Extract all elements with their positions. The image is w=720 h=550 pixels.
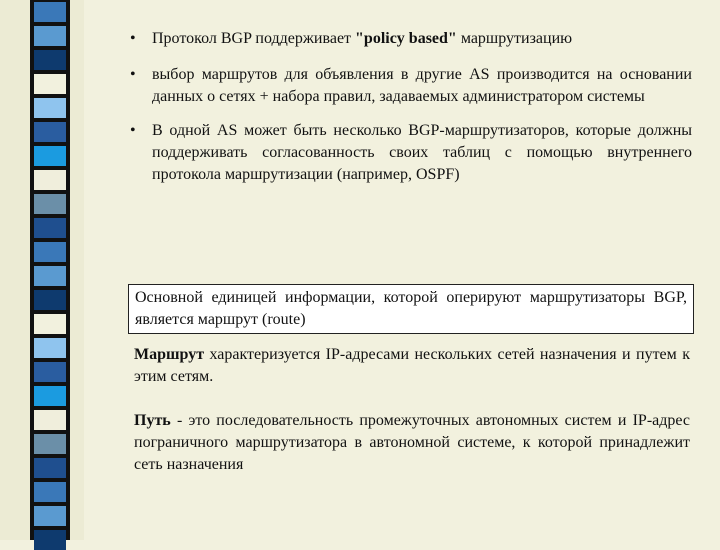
decorative-block (34, 2, 66, 22)
bullet-dot-icon: • (130, 66, 136, 83)
bullet-dot-icon: • (130, 122, 136, 139)
decorative-block (34, 338, 66, 358)
bullet-emphasis: "policy based" (355, 30, 457, 47)
decorative-block (34, 458, 66, 478)
decorative-block (34, 290, 66, 310)
decorative-block (34, 194, 66, 214)
bullet-list (130, 28, 692, 200)
decorative-block (34, 26, 66, 46)
decorative-block (34, 362, 66, 382)
decorative-block (34, 170, 66, 190)
bullet-text-end: маршрутизацию (456, 30, 573, 47)
bullet-dot-icon: • (130, 30, 136, 47)
decorative-block (34, 434, 66, 454)
decorative-block (34, 386, 66, 406)
bullet-text-start: Протокол BGP поддерживает (152, 30, 356, 47)
decorative-block (34, 314, 66, 334)
definition-route (134, 344, 690, 388)
decorative-block (34, 242, 66, 262)
decorative-block (34, 506, 66, 526)
definition-term: Маршрут (134, 346, 205, 363)
bullet-item-route-selection (130, 64, 692, 108)
definition-text: - это последовательность промежуточных автономных систем и IP-адрес пограничного маршрутизатора в автономной системе, к которой принадлежит сеть назначения (134, 412, 690, 473)
bullet-item-multiple-routers (130, 120, 692, 186)
bullet-item-policy (130, 28, 692, 50)
decorative-block (34, 122, 66, 142)
decorative-block (34, 98, 66, 118)
decorative-block (34, 50, 66, 70)
decorative-block (34, 266, 66, 286)
boxed-note: Основной единицей информации, которой оперируют маршрутизаторы BGP, является маршрут (route) (128, 284, 694, 334)
decorative-block (34, 146, 66, 166)
decorative-block (34, 410, 66, 430)
definition-path (134, 410, 690, 476)
decorative-block-column (30, 0, 70, 540)
definition-term: Путь (134, 412, 171, 429)
decorative-block (34, 218, 66, 238)
bullet-text: В одной AS может быть несколько BGP-маршрутизаторов, которые должны поддерживать согласованность своих таблиц с помощью внутреннего протокола маршрутизации (например, OSPF) (152, 122, 692, 183)
definition-text: характеризуется IP-адресами нескольких сетей назначения и путем к этим сетям. (134, 346, 690, 385)
decorative-block (34, 74, 66, 94)
decorative-block (34, 530, 66, 550)
bullet-text: выбор маршрутов для объявления в другие AS производится на основании данных о сетях + набора правил, задаваемых администратором системы (152, 66, 692, 105)
decorative-block (34, 482, 66, 502)
